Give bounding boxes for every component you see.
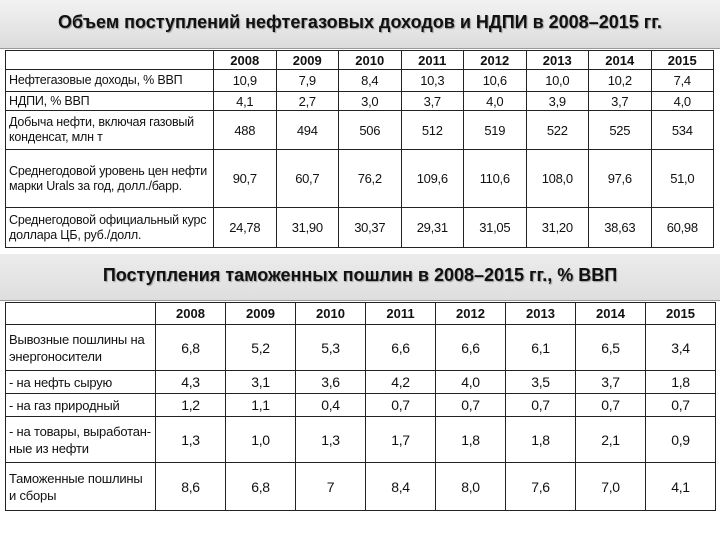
value-cell: 10,2 <box>589 70 652 92</box>
value-cell: 1,7 <box>366 417 436 463</box>
row-label: Таможенные пошлины и сборы <box>6 463 156 511</box>
value-cell: 2,7 <box>276 92 339 111</box>
year-header: 2013 <box>506 303 576 325</box>
value-cell: 525 <box>589 111 652 150</box>
value-cell: 110,6 <box>464 150 527 208</box>
value-cell: 1,3 <box>156 417 226 463</box>
row-label: Добыча нефти, включая газовый конденсат, млн т <box>6 111 214 150</box>
row-label: НДПИ, % ВВП <box>6 92 214 111</box>
value-cell: 512 <box>401 111 464 150</box>
value-cell: 7,9 <box>276 70 339 92</box>
value-cell: 6,5 <box>576 325 646 371</box>
value-cell: 6,1 <box>506 325 576 371</box>
year-header: 2014 <box>576 303 646 325</box>
table-row <box>6 150 714 208</box>
value-cell: 4,1 <box>646 463 716 511</box>
value-cell: 0,7 <box>366 394 436 417</box>
value-cell: 7,0 <box>576 463 646 511</box>
value-cell: 0,7 <box>506 394 576 417</box>
table-row <box>6 417 716 463</box>
value-cell: 31,05 <box>464 208 527 248</box>
value-cell: 76,2 <box>339 150 402 208</box>
value-cell: 4,2 <box>366 371 436 394</box>
value-cell: 8,4 <box>339 70 402 92</box>
value-cell: 4,0 <box>651 92 714 111</box>
value-cell: 0,4 <box>296 394 366 417</box>
oil-gas-revenue-table <box>5 50 714 248</box>
value-cell: 519 <box>464 111 527 150</box>
value-cell: 3,4 <box>646 325 716 371</box>
year-header: 2013 <box>526 51 589 70</box>
row-label: - на товары, выработан- ные из нефти <box>6 417 156 463</box>
year-header: 2011 <box>401 51 464 70</box>
value-cell: 10,9 <box>214 70 277 92</box>
value-cell: 10,3 <box>401 70 464 92</box>
value-cell: 506 <box>339 111 402 150</box>
row-label: - на газ природный <box>6 394 156 417</box>
table-row <box>6 208 714 248</box>
value-cell: 1,2 <box>156 394 226 417</box>
value-cell: 4,1 <box>214 92 277 111</box>
value-cell: 2,1 <box>576 417 646 463</box>
year-header: 2008 <box>156 303 226 325</box>
table-row <box>6 70 714 92</box>
row-label: Среднегодовой официальный курс доллара ЦБ, руб./долл. <box>6 208 214 248</box>
value-cell: 0,9 <box>646 417 716 463</box>
value-cell: 29,31 <box>401 208 464 248</box>
value-cell: 8,4 <box>366 463 436 511</box>
value-cell: 3,9 <box>526 92 589 111</box>
value-cell: 4,0 <box>436 371 506 394</box>
value-cell: 1,0 <box>226 417 296 463</box>
year-header: 2012 <box>436 303 506 325</box>
value-cell: 7,6 <box>506 463 576 511</box>
table-row <box>6 394 716 417</box>
row-label: - на нефть сырую <box>6 371 156 394</box>
value-cell: 3,7 <box>589 92 652 111</box>
value-cell: 5,3 <box>296 325 366 371</box>
value-cell: 3,7 <box>401 92 464 111</box>
value-cell: 3,5 <box>506 371 576 394</box>
year-header: 2012 <box>464 51 527 70</box>
value-cell: 24,78 <box>214 208 277 248</box>
value-cell: 4,3 <box>156 371 226 394</box>
table-row <box>6 92 714 111</box>
row-label: Вывозные пошлины на энергоносители <box>6 325 156 371</box>
value-cell: 1,3 <box>296 417 366 463</box>
value-cell: 7,4 <box>651 70 714 92</box>
value-cell: 1,8 <box>436 417 506 463</box>
value-cell: 8,6 <box>156 463 226 511</box>
value-cell: 38,63 <box>589 208 652 248</box>
value-cell: 6,6 <box>366 325 436 371</box>
value-cell: 7 <box>296 463 366 511</box>
value-cell: 51,0 <box>651 150 714 208</box>
value-cell: 60,7 <box>276 150 339 208</box>
value-cell: 1,8 <box>646 371 716 394</box>
value-cell: 0,7 <box>436 394 506 417</box>
value-cell: 90,7 <box>214 150 277 208</box>
value-cell: 534 <box>651 111 714 150</box>
value-cell: 3,1 <box>226 371 296 394</box>
value-cell: 6,8 <box>226 463 296 511</box>
customs-duties-table <box>5 302 716 511</box>
value-cell: 31,90 <box>276 208 339 248</box>
year-header: 2014 <box>589 51 652 70</box>
value-cell: 494 <box>276 111 339 150</box>
value-cell: 0,7 <box>576 394 646 417</box>
value-cell: 108,0 <box>526 150 589 208</box>
year-header: 2015 <box>651 51 714 70</box>
header-corner-cell <box>6 303 156 325</box>
value-cell: 30,37 <box>339 208 402 248</box>
year-header: 2011 <box>366 303 436 325</box>
table-header-row <box>6 303 716 325</box>
row-label: Нефтегазовые доходы, % ВВП <box>6 70 214 92</box>
value-cell: 6,8 <box>156 325 226 371</box>
value-cell: 1,1 <box>226 394 296 417</box>
year-header: 2008 <box>214 51 277 70</box>
table-row <box>6 463 716 511</box>
value-cell: 3,6 <box>296 371 366 394</box>
header-corner-cell <box>6 51 214 70</box>
value-cell: 4,0 <box>464 92 527 111</box>
year-header: 2015 <box>646 303 716 325</box>
value-cell: 109,6 <box>401 150 464 208</box>
year-header: 2010 <box>339 51 402 70</box>
year-header: 2009 <box>276 51 339 70</box>
table-row <box>6 371 716 394</box>
value-cell: 0,7 <box>646 394 716 417</box>
value-cell: 10,6 <box>464 70 527 92</box>
value-cell: 97,6 <box>589 150 652 208</box>
value-cell: 31,20 <box>526 208 589 248</box>
value-cell: 5,2 <box>226 325 296 371</box>
table-row <box>6 325 716 371</box>
slide-title-oil-gas-revenue: Объем поступлений нефтегазовых доходов и НДПИ в 2008–2015 гг. <box>58 12 662 32</box>
value-cell: 10,0 <box>526 70 589 92</box>
table-row <box>6 111 714 150</box>
value-cell: 3,0 <box>339 92 402 111</box>
value-cell: 60,98 <box>651 208 714 248</box>
value-cell: 6,6 <box>436 325 506 371</box>
value-cell: 3,7 <box>576 371 646 394</box>
year-header: 2009 <box>226 303 296 325</box>
value-cell: 522 <box>526 111 589 150</box>
value-cell: 8,0 <box>436 463 506 511</box>
table-header-row <box>6 51 714 70</box>
slide-title-customs-duties: Поступления таможенных пошлин в 2008–2015 гг., % ВВП <box>102 265 618 285</box>
row-label: Среднегодовой уровень цен нефти марки Urals за год, долл./барр. <box>6 150 214 208</box>
year-header: 2010 <box>296 303 366 325</box>
value-cell: 1,8 <box>506 417 576 463</box>
value-cell: 488 <box>214 111 277 150</box>
